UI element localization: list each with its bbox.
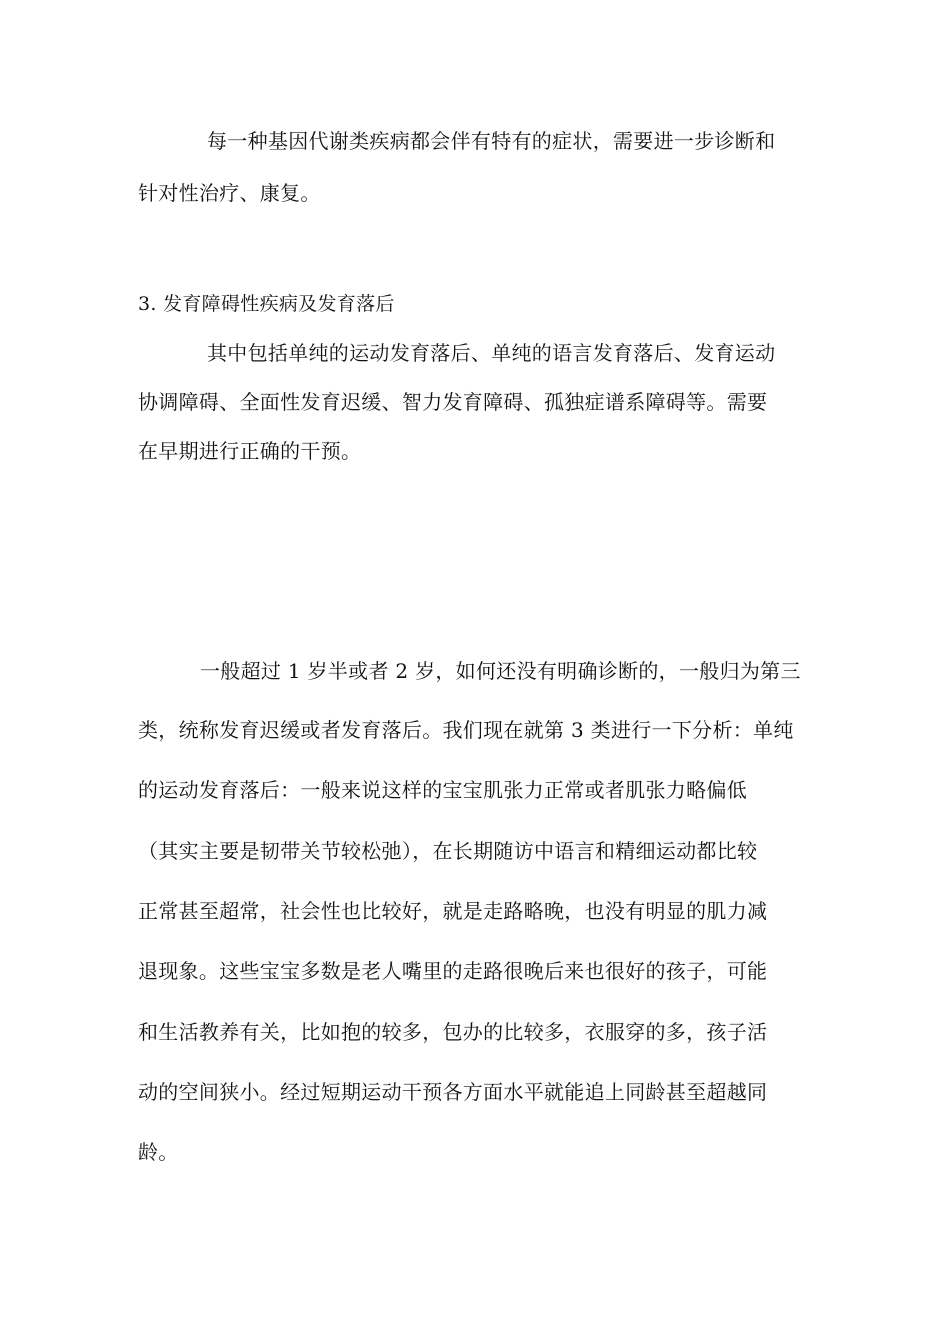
section3-heading: 3. 发育障碍性疾病及发育落后	[138, 293, 395, 315]
section3-line-1: 其中包括单纯的运动发育落后、单纯的语言发育落后、发育运动	[207, 341, 776, 365]
paragraph2-line-1: 一般超过 1 岁半或者 2 岁，如何还没有明确诊断的，一般归为第三	[200, 659, 801, 683]
paragraph2-line-6: 退现象。这些宝宝多数是老人嘴里的走路很晚后来也很好的孩子，可能	[138, 959, 768, 983]
paragraph1-line-1: 每一种基因代谢类疾病都会伴有特有的症状，需要进一步诊断和	[207, 129, 776, 153]
paragraph1-line-2: 针对性治疗、康复。	[138, 181, 321, 205]
paragraph2-line-2: 类，统称发育迟缓或者发育落后。我们现在就第 3 类进行一下分析：单纯	[138, 718, 794, 742]
paragraph2-line-9: 龄。	[138, 1140, 179, 1164]
paragraph2-line-7: 和生活教养有关，比如抱的较多，包办的比较多，衣服穿的多，孩子活	[138, 1020, 768, 1044]
paragraph2-line-3: 的运动发育落后：一般来说这样的宝宝肌张力正常或者肌张力略偏低	[138, 778, 747, 802]
paragraph2-line-8: 动的空间狭小。经过短期运动干预各方面水平就能追上同龄甚至超越同	[138, 1080, 768, 1104]
paragraph2-line-5: 正常甚至超常，社会性也比较好，就是走路略晚，也没有明显的肌力减	[138, 899, 768, 923]
section3-line-3: 在早期进行正确的干预。	[138, 439, 362, 463]
paragraph2-line-4: （其实主要是韧带关节较松弛），在长期随访中语言和精细运动都比较	[138, 839, 758, 863]
section3-line-2: 协调障碍、全面性发育迟缓、智力发育障碍、孤独症谱系障碍等。需要	[138, 390, 768, 414]
